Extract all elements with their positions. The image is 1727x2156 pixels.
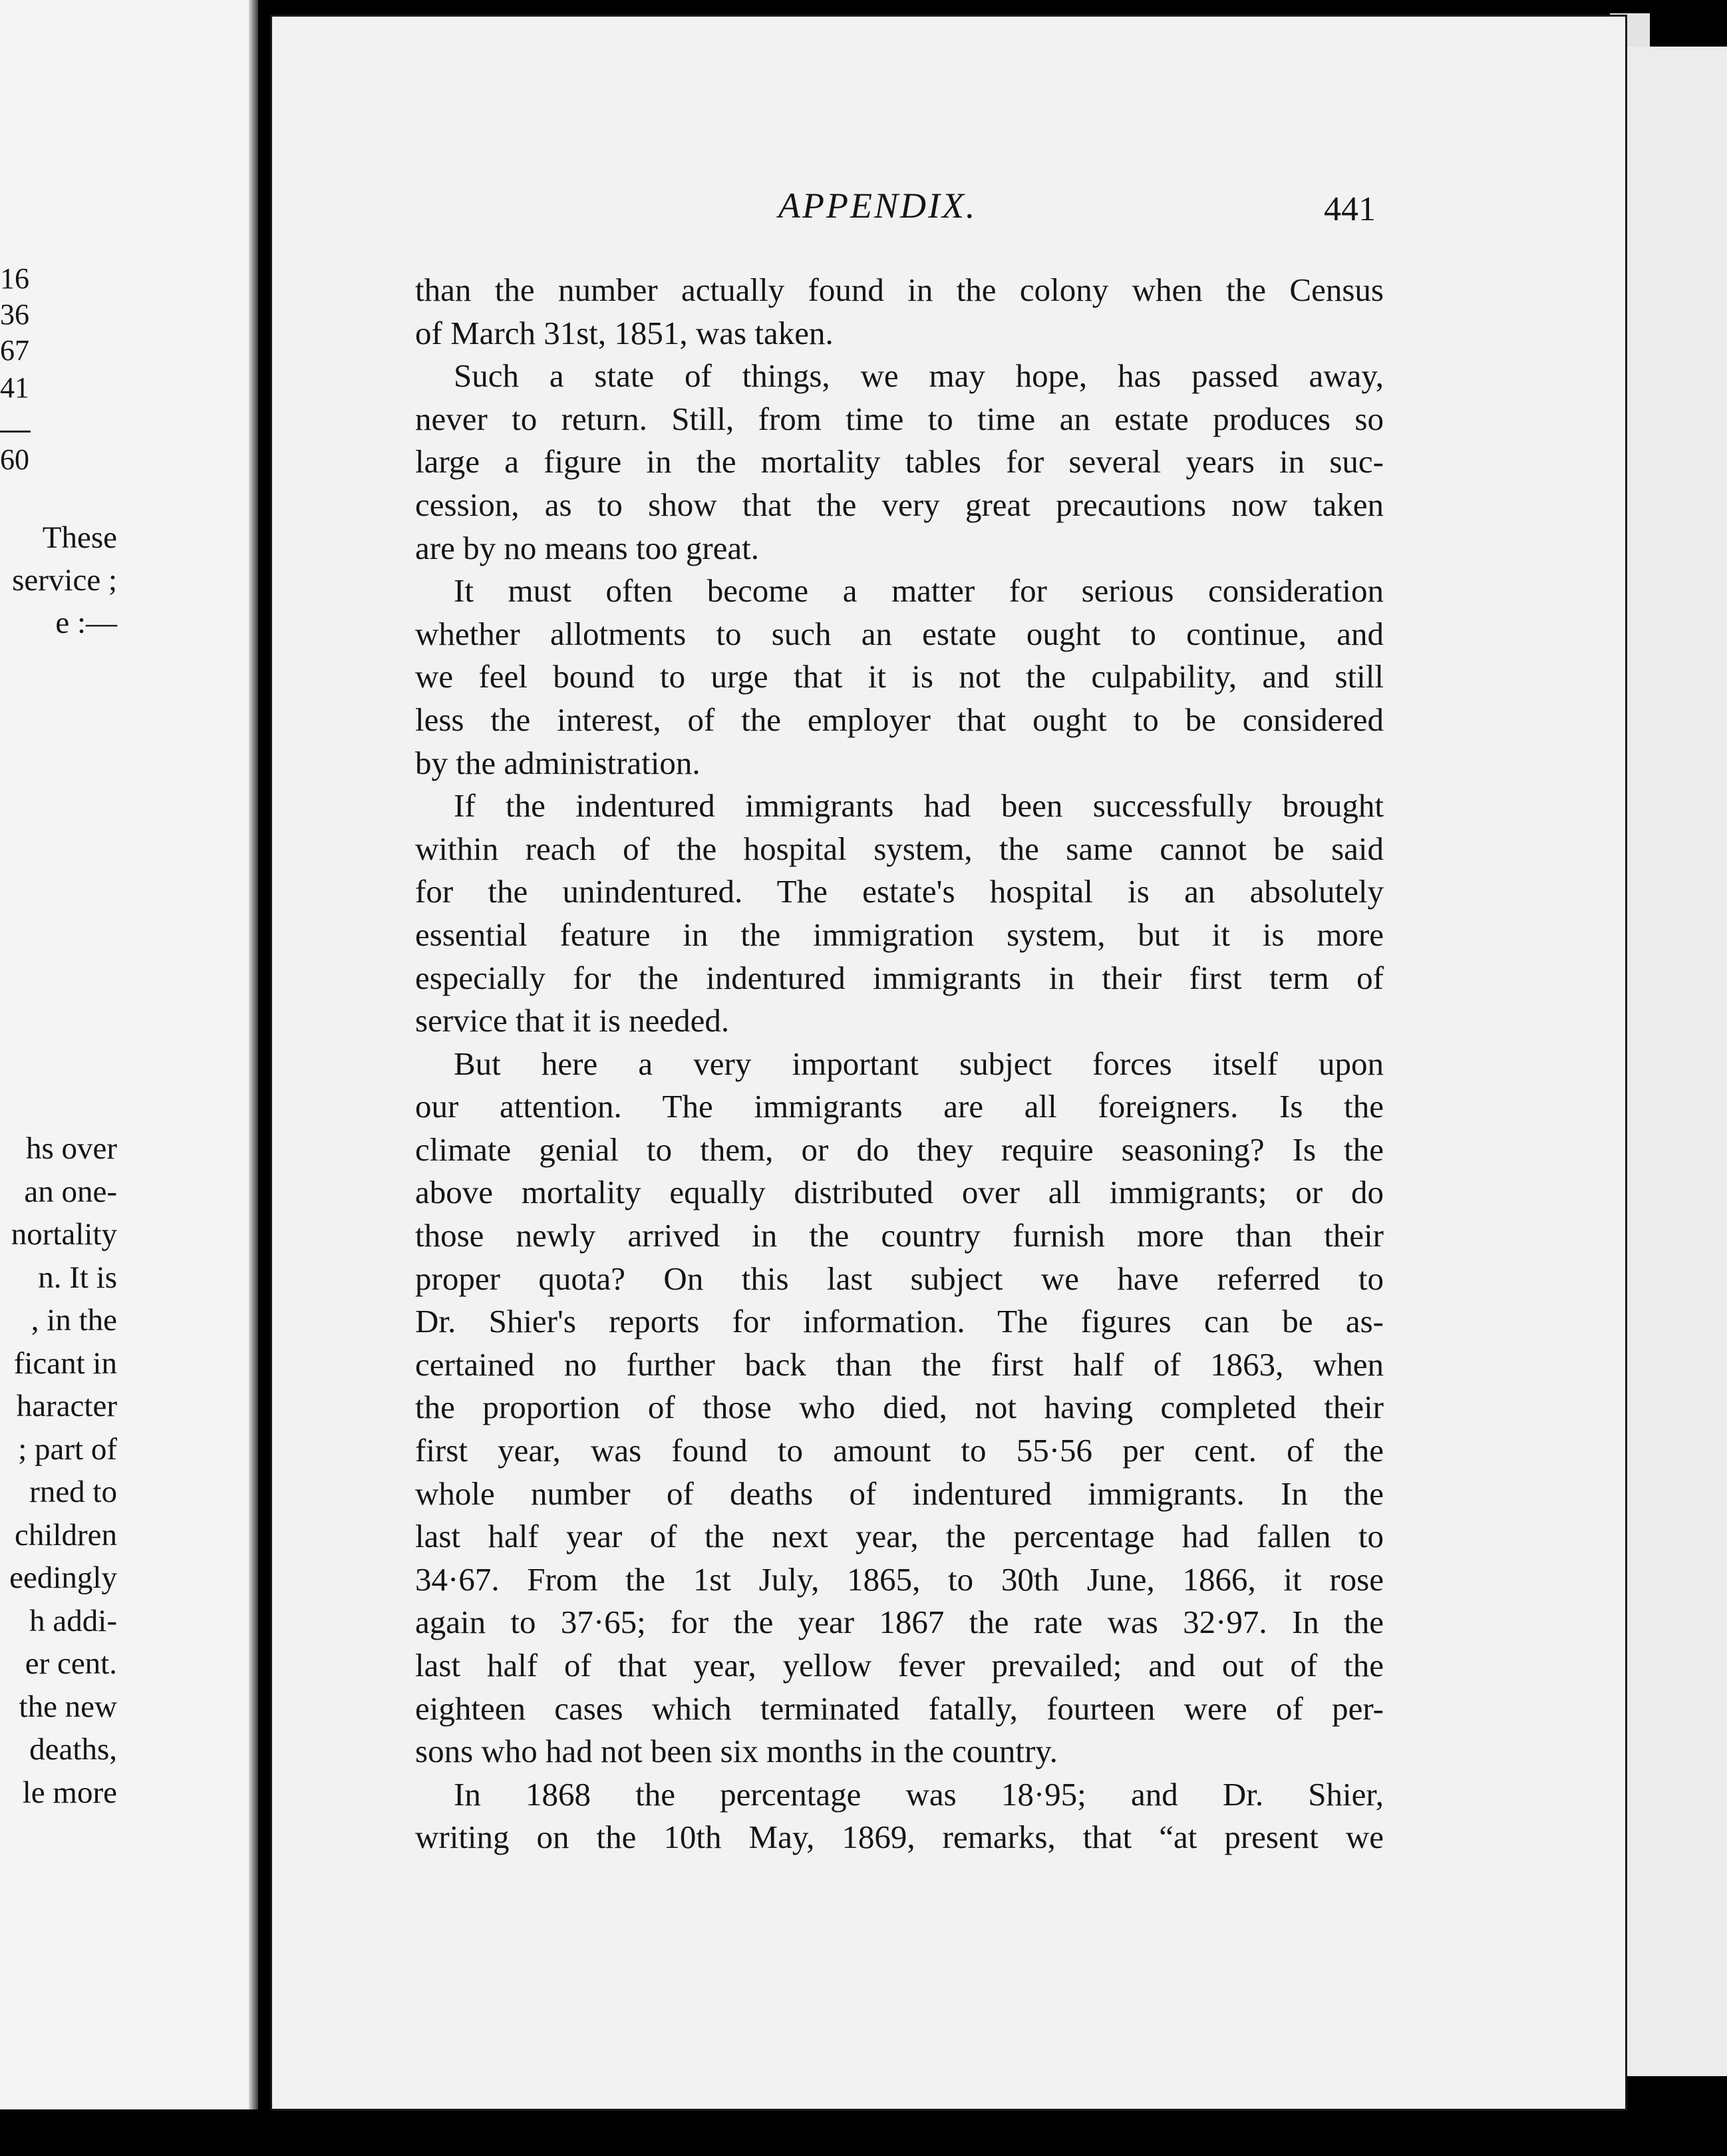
facing-line: haracter (16, 1389, 117, 1423)
facing-line: hs over (25, 1131, 117, 1166)
text-line: In 1868 the percentage was 18·95; and Dr. Shier, (454, 1775, 1384, 1813)
facing-number: 41 (0, 371, 29, 404)
facing-line: er cent. (25, 1646, 117, 1681)
facing-line: deaths, (29, 1732, 117, 1767)
text-line: our attention. The immigrants are all foreigners. Is the (415, 1088, 1384, 1125)
facing-number: 36 (0, 298, 29, 331)
text-line: large a figure in the mortality tables for several years in suc- (415, 443, 1384, 480)
paragraph (415, 1773, 1384, 1859)
text-line: certained no further back than the first half of 1863, when (415, 1346, 1384, 1383)
text-line: those newly arrived in the country furnish more than their (415, 1217, 1384, 1254)
text-line: first year, was found to amount to 55·56 per cent. of the (415, 1432, 1384, 1469)
page-edge (1617, 47, 1727, 2076)
text-line: service that it is needed. (415, 1002, 730, 1039)
facing-page (0, 0, 258, 2109)
book-spine (249, 0, 258, 2109)
text-line: But here a very important subject forces itself upon (454, 1045, 1384, 1082)
facing-line: ; part of (18, 1431, 117, 1467)
running-header: APPENDIX. (778, 186, 977, 226)
facing-number: 60 (0, 443, 29, 476)
text-line: 34·67. From the 1st July, 1865, to 30th June, 1866, it rose (415, 1560, 1384, 1598)
text-line: last half year of the next year, the percentage had fallen to (415, 1518, 1384, 1555)
paragraph (415, 1043, 1384, 1773)
text-line: sons who had not been six months in the country. (415, 1733, 1058, 1770)
facing-line: le more (22, 1775, 117, 1810)
text-line: less the interest, of the employer that ought to be considered (415, 701, 1384, 738)
page-number: 441 (1324, 190, 1376, 228)
facing-number: 67 (0, 334, 29, 367)
facing-number: 16 (0, 262, 29, 295)
facing-line: e :— (55, 606, 117, 640)
facing-rule (0, 431, 31, 433)
facing-line: n. It is (38, 1260, 117, 1295)
facing-line: , in the (31, 1303, 117, 1338)
text-line: we feel bound to urge that it is not the culpability, and still (415, 658, 1384, 695)
facing-line: service ; (12, 563, 117, 598)
text-line: cession, as to show that the very great precautions now taken (415, 486, 1384, 523)
text-line: especially for the indentured immigrants in their first term of (415, 959, 1384, 996)
text-line: whole number of deaths of indentured immigrants. In the (415, 1475, 1384, 1512)
facing-line: eedingly (9, 1560, 117, 1595)
text-line: It must often become a matter for serious consideration (454, 572, 1384, 610)
paragraph (415, 570, 1384, 785)
facing-line: the new (19, 1689, 117, 1724)
body-text (415, 269, 1384, 1859)
text-line: for the unindentured. The estate's hospital is an absolutely (415, 873, 1384, 910)
facing-line: h addi- (29, 1603, 117, 1638)
text-line: proper quota? On this last subject we have referred to (415, 1260, 1384, 1297)
text-line: again to 37·65; for the year 1867 the rate was 32·97. In the (415, 1604, 1384, 1641)
text-line: If the indentured immigrants had been successfully brought (454, 787, 1384, 824)
paragraph (415, 785, 1384, 1043)
facing-line: ficant in (13, 1346, 117, 1381)
facing-line: rned to (29, 1475, 117, 1509)
text-line: above mortality equally distributed over all immigrants; or do (415, 1174, 1384, 1211)
text-line: the proportion of those who died, not having completed their (415, 1389, 1384, 1426)
text-line: by the administration. (415, 744, 701, 781)
text-line: essential feature in the immigration system, but it is more (415, 916, 1384, 953)
facing-line: children (15, 1517, 117, 1552)
text-line: writing on the 10th May, 1869, remarks, that “at present we (415, 1819, 1384, 1856)
text-line: eighteen cases which terminated fatally, fourteen were of per- (415, 1690, 1384, 1727)
text-line: never to return. Still, from time to time an estate produces so (415, 400, 1384, 437)
text-line: Dr. Shier's reports for information. The figures can be as- (415, 1303, 1384, 1340)
paragraph (415, 355, 1384, 570)
text-line: climate genial to them, or do they require seasoning? Is the (415, 1131, 1384, 1168)
text-line: than the number actually found in the colony when the Census (415, 271, 1384, 308)
facing-line: These (42, 520, 117, 555)
facing-line: an one- (24, 1174, 117, 1209)
text-line: whether allotments to such an estate ought to continue, and (415, 615, 1384, 652)
paragraph (415, 269, 1384, 355)
facing-line: nortality (11, 1217, 117, 1252)
text-line: of March 31st, 1851, was taken. (415, 314, 834, 351)
text-line: within reach of the hospital system, the same cannot be said (415, 830, 1384, 867)
text-line: are by no means too great. (415, 529, 760, 566)
text-line: last half of that year, yellow fever prevailed; and out of the (415, 1647, 1384, 1684)
text-line: Such a state of things, we may hope, has passed away, (454, 357, 1384, 395)
